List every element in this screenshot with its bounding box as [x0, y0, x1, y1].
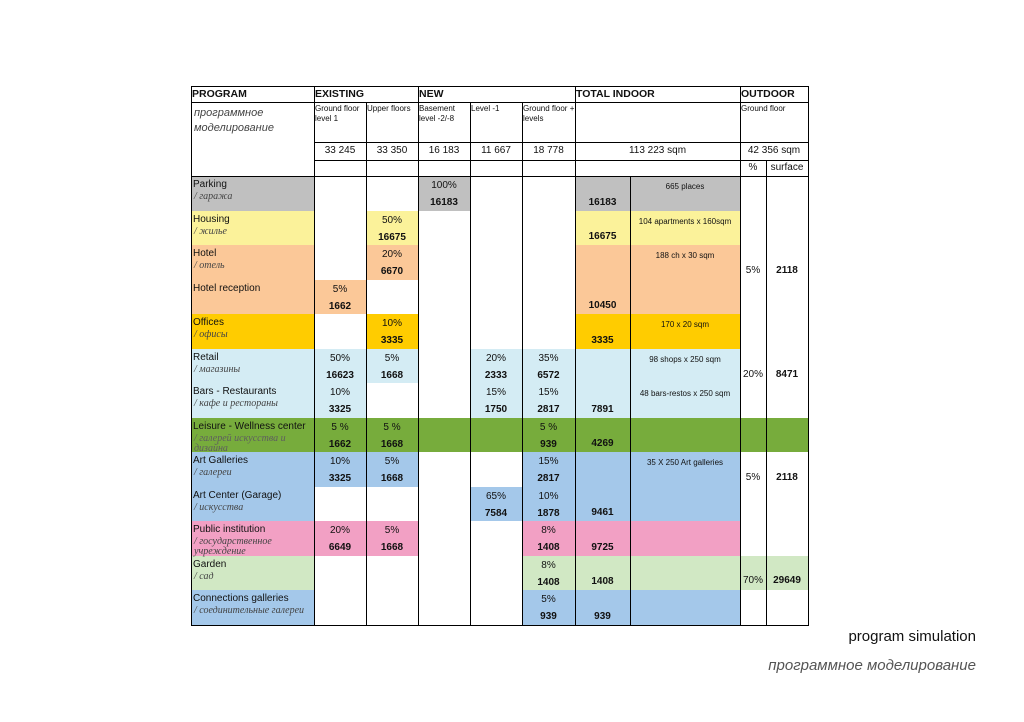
area-value: 939 — [540, 438, 557, 450]
total-indoor-value: 3335 — [591, 334, 614, 346]
subheader-new-level: Level -1 — [471, 104, 500, 113]
caption-english: program simulation — [848, 628, 976, 645]
percent-value: 10% — [381, 318, 402, 329]
percent-value: 8% — [541, 559, 556, 571]
percent-value: 20% — [485, 352, 506, 364]
percent-value: 10% — [329, 387, 350, 398]
grid-line — [808, 86, 809, 625]
percent-value: 5 % — [383, 421, 401, 433]
area-value: 16623 — [326, 369, 354, 381]
grid-line — [191, 86, 192, 625]
header-program: PROGRAM — [192, 88, 247, 100]
area-value: 7584 — [484, 507, 508, 519]
subheader-existing-upper: Upper floors — [367, 104, 411, 113]
total-indoor-value: 939 — [594, 610, 611, 622]
program-name-ru: / отель — [194, 261, 225, 271]
outdoor-pct-label: % — [748, 162, 758, 173]
area-value: 2817 — [537, 404, 560, 415]
grid-line — [766, 160, 767, 625]
grid-line — [314, 160, 809, 161]
area-value: 1750 — [484, 404, 508, 415]
total-sqm: 33 245 — [324, 145, 356, 156]
percent-value: 65% — [485, 490, 506, 502]
grid-line — [314, 86, 315, 625]
program-name-ru: / соединительные галереи — [194, 606, 305, 616]
program-note: 188 ch x 30 sqm — [655, 251, 715, 260]
percent-value: 20% — [381, 249, 402, 260]
outdoor-percent: 20% — [742, 368, 763, 380]
program-name: Offices — [193, 317, 224, 328]
percent-value: 50% — [329, 352, 350, 364]
area-value: 3325 — [328, 404, 352, 415]
subheader-new-ground: Ground floor + levels — [523, 104, 575, 123]
header-program-ru: программное моделирование — [194, 107, 274, 134]
program-name-ru: / кафе и рестораны — [194, 399, 278, 409]
outdoor-surface: 29649 — [773, 574, 801, 586]
area-value: 2817 — [537, 473, 560, 484]
area-value: 16183 — [430, 197, 458, 208]
area-value: 1668 — [380, 438, 404, 450]
program-note: 98 shops x 250 sqm — [649, 354, 721, 364]
total-indoor-value: 10450 — [588, 300, 617, 311]
outdoor-percent: 5% — [745, 472, 761, 483]
grid-line — [191, 86, 809, 87]
area-value: 939 — [540, 611, 557, 622]
header-total-indoor: TOTAL INDOOR — [576, 88, 655, 100]
grid-line — [191, 102, 809, 103]
percent-value: 5 % — [539, 421, 558, 433]
program-name: Public institution — [193, 524, 266, 535]
total-indoor-value: 9461 — [591, 507, 614, 518]
percent-value: 5% — [384, 456, 400, 467]
total-indoor-value: 7891 — [591, 403, 614, 415]
program-name: Leisure - Wellness center — [193, 420, 306, 432]
subheader-existing-ground: Ground floor level 1 — [315, 104, 360, 123]
total-sqm: 16 183 — [428, 145, 460, 156]
subheader-outdoor-ground: Ground floor — [741, 104, 786, 113]
program-name: Garden — [193, 558, 227, 570]
program-name: Hotel reception — [193, 282, 261, 294]
area-value: 1668 — [380, 369, 404, 381]
outdoor-surface: 2118 — [776, 265, 798, 276]
area-value: 1662 — [328, 300, 352, 312]
grid-line — [740, 86, 741, 625]
area-value: 1408 — [537, 576, 560, 588]
area-value: 6670 — [380, 266, 404, 277]
percent-value: 15% — [485, 387, 506, 398]
total-indoor-value: 16675 — [588, 231, 617, 242]
total-sqm: 113 223 sqm — [628, 145, 687, 156]
program-name-ru: / магазины — [194, 364, 241, 375]
area-value: 6649 — [328, 542, 352, 553]
grid-line — [191, 625, 809, 626]
area-value: 3335 — [380, 335, 404, 346]
grid-line — [191, 176, 809, 177]
grid-line — [575, 86, 576, 625]
total-sqm: 11 667 — [481, 145, 511, 156]
total-indoor-value: 16183 — [588, 196, 617, 208]
program-name: Art Center (Garage) — [193, 489, 282, 501]
program-name: Hotel — [193, 248, 217, 259]
area-value: 2333 — [484, 369, 508, 381]
area-value: 1662 — [328, 438, 352, 450]
grid-line — [630, 176, 631, 625]
program-name: Connections galleries — [193, 593, 289, 604]
header-new: NEW — [419, 88, 444, 100]
caption-russian: программное моделирование — [768, 657, 976, 674]
percent-value: 5 % — [331, 421, 349, 433]
percent-value: 20% — [329, 525, 350, 536]
grid-line — [470, 102, 471, 625]
outdoor-percent: 70% — [742, 574, 763, 586]
outdoor-surface-label: surface — [770, 162, 804, 173]
program-name-ru: / галерей искусства и дизайна — [194, 433, 286, 454]
area-value: 6572 — [537, 369, 560, 381]
program-name: Retail — [193, 351, 219, 363]
program-name-ru: / гаража — [194, 192, 233, 202]
header-outdoor: OUTDOOR — [741, 88, 795, 100]
percent-value: 100% — [431, 180, 457, 191]
percent-value: 50% — [381, 214, 402, 226]
percent-value: 15% — [538, 387, 559, 398]
grid-line — [366, 102, 367, 625]
percent-value: 5% — [541, 594, 556, 605]
program-name: Art Galleries — [193, 455, 249, 466]
program-note: 35 X 250 Art galleries — [646, 458, 724, 467]
program-name-ru: / сад — [194, 571, 214, 582]
percent-value: 8% — [541, 525, 556, 536]
total-sqm: 18 778 — [533, 145, 564, 156]
header-existing: EXISTING — [315, 88, 365, 100]
percent-value: 15% — [538, 456, 559, 467]
percent-value: 5% — [384, 525, 400, 536]
percent-value: 10% — [329, 456, 350, 467]
program-note: 665 places — [665, 182, 705, 191]
total-sqm: 42 356 sqm — [747, 145, 801, 156]
outdoor-surface: 8471 — [775, 368, 799, 380]
percent-value: 5% — [332, 283, 348, 295]
grid-line — [418, 86, 419, 625]
program-name-ru: / офисы — [194, 330, 228, 340]
program-note: 170 x 20 sqm — [660, 320, 710, 329]
total-indoor-value: 4269 — [591, 438, 614, 449]
total-indoor-value: 9725 — [591, 541, 614, 553]
percent-value: 35% — [538, 352, 559, 364]
outdoor-percent: 5% — [745, 265, 761, 276]
program-name-ru: / галереи — [194, 468, 232, 478]
area-value: 1408 — [537, 542, 560, 553]
program-name: Bars - Restaurants — [193, 386, 277, 397]
area-value: 1668 — [380, 542, 404, 553]
area-value: 1668 — [380, 473, 404, 484]
total-sqm: 33 350 — [376, 145, 408, 156]
outdoor-surface: 2118 — [776, 472, 798, 483]
subheader-new-basement: Basement level -2/-8 — [419, 104, 456, 123]
program-name-ru: / искусства — [194, 502, 244, 513]
program-note: 104 apartments x 160sqm — [638, 216, 732, 226]
area-value: 1878 — [537, 507, 560, 519]
program-name: Housing — [193, 213, 230, 225]
total-indoor-value: 1408 — [591, 576, 614, 587]
area-value: 3325 — [328, 473, 352, 484]
percent-value: 5% — [384, 352, 400, 364]
program-name-ru: / государственное учреждение — [194, 537, 272, 557]
grid-line — [314, 142, 809, 143]
program-note: 48 bars-restos x 250 sqm — [639, 389, 731, 398]
grid-line — [522, 102, 523, 625]
area-value: 16675 — [378, 231, 406, 243]
program-name: Parking — [193, 179, 227, 190]
percent-value: 10% — [538, 490, 559, 502]
program-name-ru: / жилье — [194, 226, 227, 237]
